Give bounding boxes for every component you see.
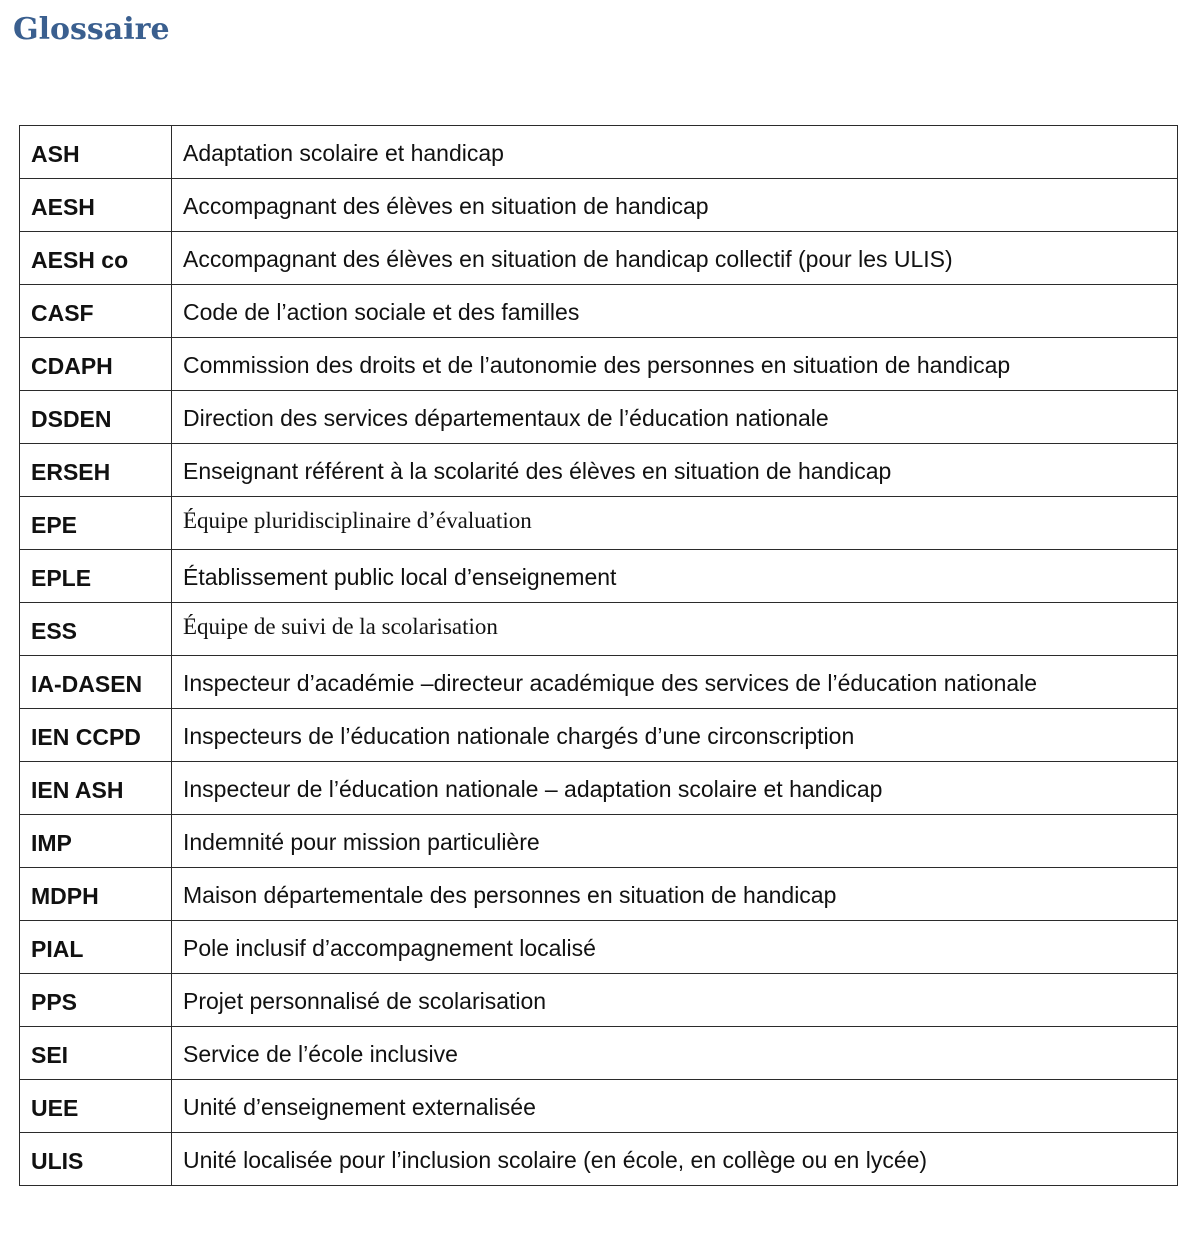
table-row — [20, 1080, 1178, 1133]
page-title: Glossaire — [13, 12, 170, 47]
abbreviation-cell: PPS — [20, 974, 172, 1027]
abbreviation-cell: MDPH — [20, 868, 172, 921]
table-row — [20, 762, 1178, 815]
glossary-table — [19, 125, 1178, 1186]
definition-cell: Commission des droits et de l’autonomie des personnes en situation de handicap — [172, 338, 1178, 391]
table-row — [20, 179, 1178, 232]
abbreviation-cell: AESH co — [20, 232, 172, 285]
abbreviation-cell: CASF — [20, 285, 172, 338]
definition-cell: Accompagnant des élèves en situation de handicap — [172, 179, 1178, 232]
definition-cell: Direction des services départementaux de l’éducation nationale — [172, 391, 1178, 444]
abbreviation-cell: ULIS — [20, 1133, 172, 1186]
definition-cell: Accompagnant des élèves en situation de handicap collectif (pour les ULIS) — [172, 232, 1178, 285]
definition-cell: Unité d’enseignement externalisée — [172, 1080, 1178, 1133]
abbreviation-cell: CDAPH — [20, 338, 172, 391]
definition-cell: Inspecteur de l’éducation nationale – adaptation scolaire et handicap — [172, 762, 1178, 815]
table-row — [20, 126, 1178, 179]
definition-cell: Unité localisée pour l’inclusion scolaire (en école, en collège ou en lycée) — [172, 1133, 1178, 1186]
table-row — [20, 603, 1178, 656]
table-row — [20, 497, 1178, 550]
abbreviation-cell: IEN CCPD — [20, 709, 172, 762]
table-row — [20, 1133, 1178, 1186]
abbreviation-cell: AESH — [20, 179, 172, 232]
abbreviation-cell: IMP — [20, 815, 172, 868]
abbreviation-cell: SEI — [20, 1027, 172, 1080]
table-row — [20, 550, 1178, 603]
definition-cell: Équipe de suivi de la scolarisation — [172, 603, 1178, 656]
table-row — [20, 974, 1178, 1027]
abbreviation-cell: PIAL — [20, 921, 172, 974]
definition-cell: Service de l’école inclusive — [172, 1027, 1178, 1080]
abbreviation-cell: ERSEH — [20, 444, 172, 497]
table-row — [20, 656, 1178, 709]
table-row — [20, 921, 1178, 974]
table-row — [20, 338, 1178, 391]
definition-cell: Projet personnalisé de scolarisation — [172, 974, 1178, 1027]
abbreviation-cell: ESS — [20, 603, 172, 656]
table-row — [20, 444, 1178, 497]
table-row — [20, 285, 1178, 338]
definition-cell: Indemnité pour mission particulière — [172, 815, 1178, 868]
table-row — [20, 232, 1178, 285]
abbreviation-cell: IA-DASEN — [20, 656, 172, 709]
abbreviation-cell: EPE — [20, 497, 172, 550]
abbreviation-cell: ASH — [20, 126, 172, 179]
definition-cell: Inspecteur d’académie –directeur académique des services de l’éducation nationale — [172, 656, 1178, 709]
definition-cell: Établissement public local d’enseignement — [172, 550, 1178, 603]
abbreviation-cell: UEE — [20, 1080, 172, 1133]
abbreviation-cell: IEN ASH — [20, 762, 172, 815]
definition-cell: Inspecteurs de l’éducation nationale chargés d’une circonscription — [172, 709, 1178, 762]
definition-cell: Adaptation scolaire et handicap — [172, 126, 1178, 179]
definition-cell: Enseignant référent à la scolarité des élèves en situation de handicap — [172, 444, 1178, 497]
definition-cell: Pole inclusif d’accompagnement localisé — [172, 921, 1178, 974]
table-row — [20, 1027, 1178, 1080]
definition-cell: Code de l’action sociale et des familles — [172, 285, 1178, 338]
table-row — [20, 868, 1178, 921]
abbreviation-cell: EPLE — [20, 550, 172, 603]
table-row — [20, 391, 1178, 444]
abbreviation-cell: DSDEN — [20, 391, 172, 444]
table-row — [20, 709, 1178, 762]
table-row — [20, 815, 1178, 868]
definition-cell: Équipe pluridisciplinaire d’évaluation — [172, 497, 1178, 550]
definition-cell: Maison départementale des personnes en situation de handicap — [172, 868, 1178, 921]
